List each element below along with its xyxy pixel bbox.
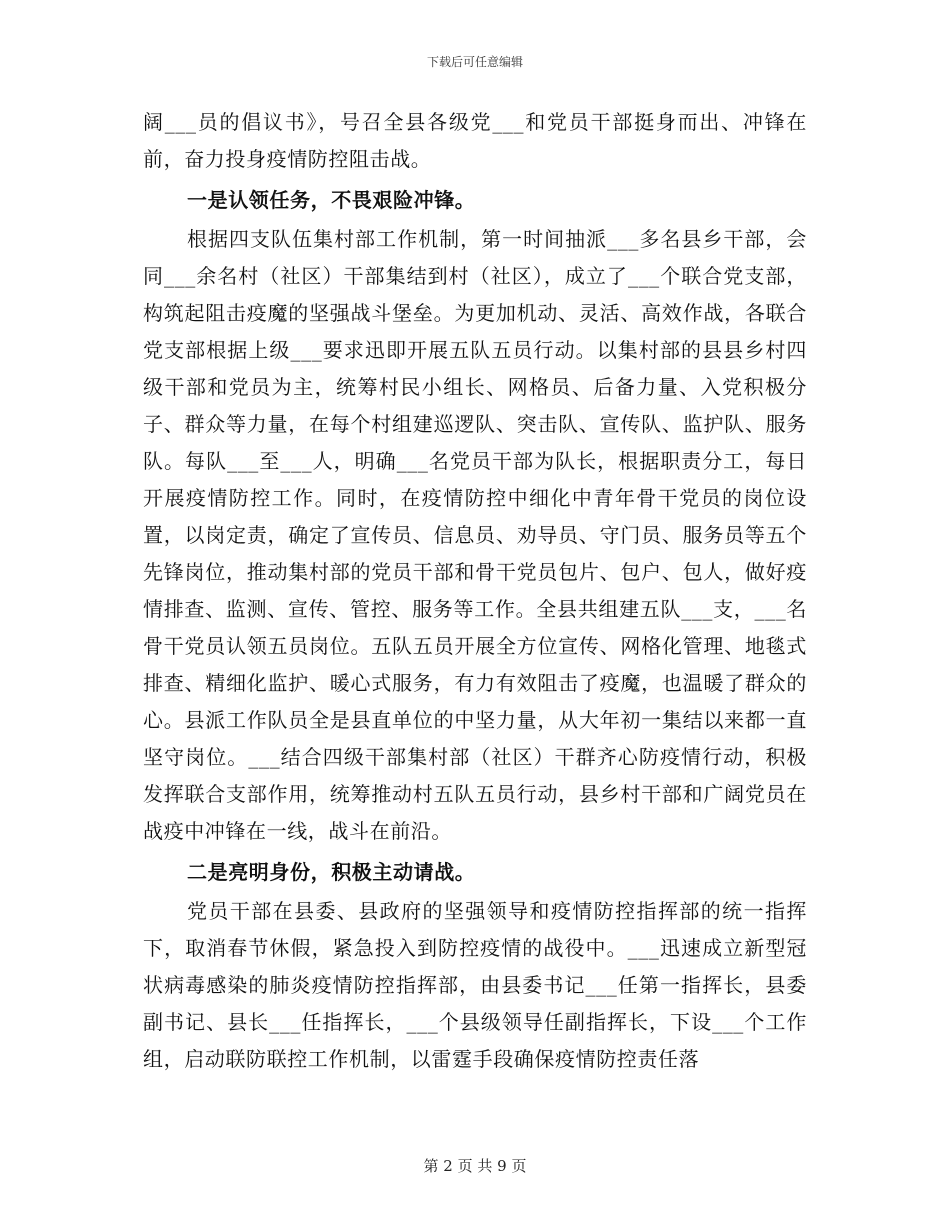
paragraph-continuation: 阔___员的倡议书》，号召全县各级党___和党员干部挺身而出、冲锋在前，奋力投身疫情防控阻击战。 (143, 110, 807, 171)
section-heading-2: 二是亮明身份，积极主动请战。 (187, 860, 476, 884)
header-note: 下载后可任意编辑 (426, 55, 523, 69)
paragraph-section-2: 党员干部在县委、县政府的坚强领导和疫情防控指挥部的统一指挥下，取消春节休假，紧急投入到防控疫情的战役中。___迅速成立新型冠状病毒感染的肺炎疫情防控指挥部，由县委书记___任第一指挥长，县委副书记、县长___任指挥长，___个县级领导任副指挥长，下设___个工作组，启动联防联控工作机制，以雷霆手段确保疫情防控责任落 (143, 899, 807, 1071)
section-heading-1: 一是认领任务，不畏艰险冲锋。 (187, 188, 476, 212)
document-body (143, 104, 807, 1078)
paragraph-section-1: 根据四支队伍集村部工作机制，第一时间抽派___多名县乡干部，会同___余名村（社区）干部集结到村（社区），成立了___个联合党支部，构筑起阻击疫魔的坚强战斗堡垒。为更加机动、灵活、高效作战，各联合党支部根据上级___要求迅即开展五队五员行动。以集村部的县县乡村四级干部和党员为主，统筹村民小组长、网格员、后备力量、入党积极分子、群众等力量，在每个村组建巡逻队、突击队、宣传队、监护队、服务队。每队___至___人，明确___名党员干部为队长，根据职责分工，每日开展疫情防控工作。同时，在疫情防控中细化中青年骨干党员的岗位设置，以岗定责，确定了宣传员、信息员、劝导员、守门员、服务员等五个先锋岗位，推动集村部的党员干部和骨干党员包片、包户、包人，做好疫情排查、监测、宣传、管控、服务等工作。全县共组建五队___支，___名骨干党员认领五员岗位。五队五员开展全方位宣传、网格化管理、地毯式排查、精细化监护、暖心式服务，有力有效阻击了疫魔，也温暖了群众的心。县派工作队员全是县直单位的中坚力量，从大年初一集结以来都一直坚守岗位。___结合四级干部集村部（社区）干群齐心防疫情行动，积极发挥联合支部作用，统筹推动村五队五员行动，县乡村干部和广阔党员在战疫中冲锋在一线，战斗在前沿。 (143, 227, 807, 843)
page-footer: 第 2 页 共 9 页 (423, 1157, 527, 1175)
